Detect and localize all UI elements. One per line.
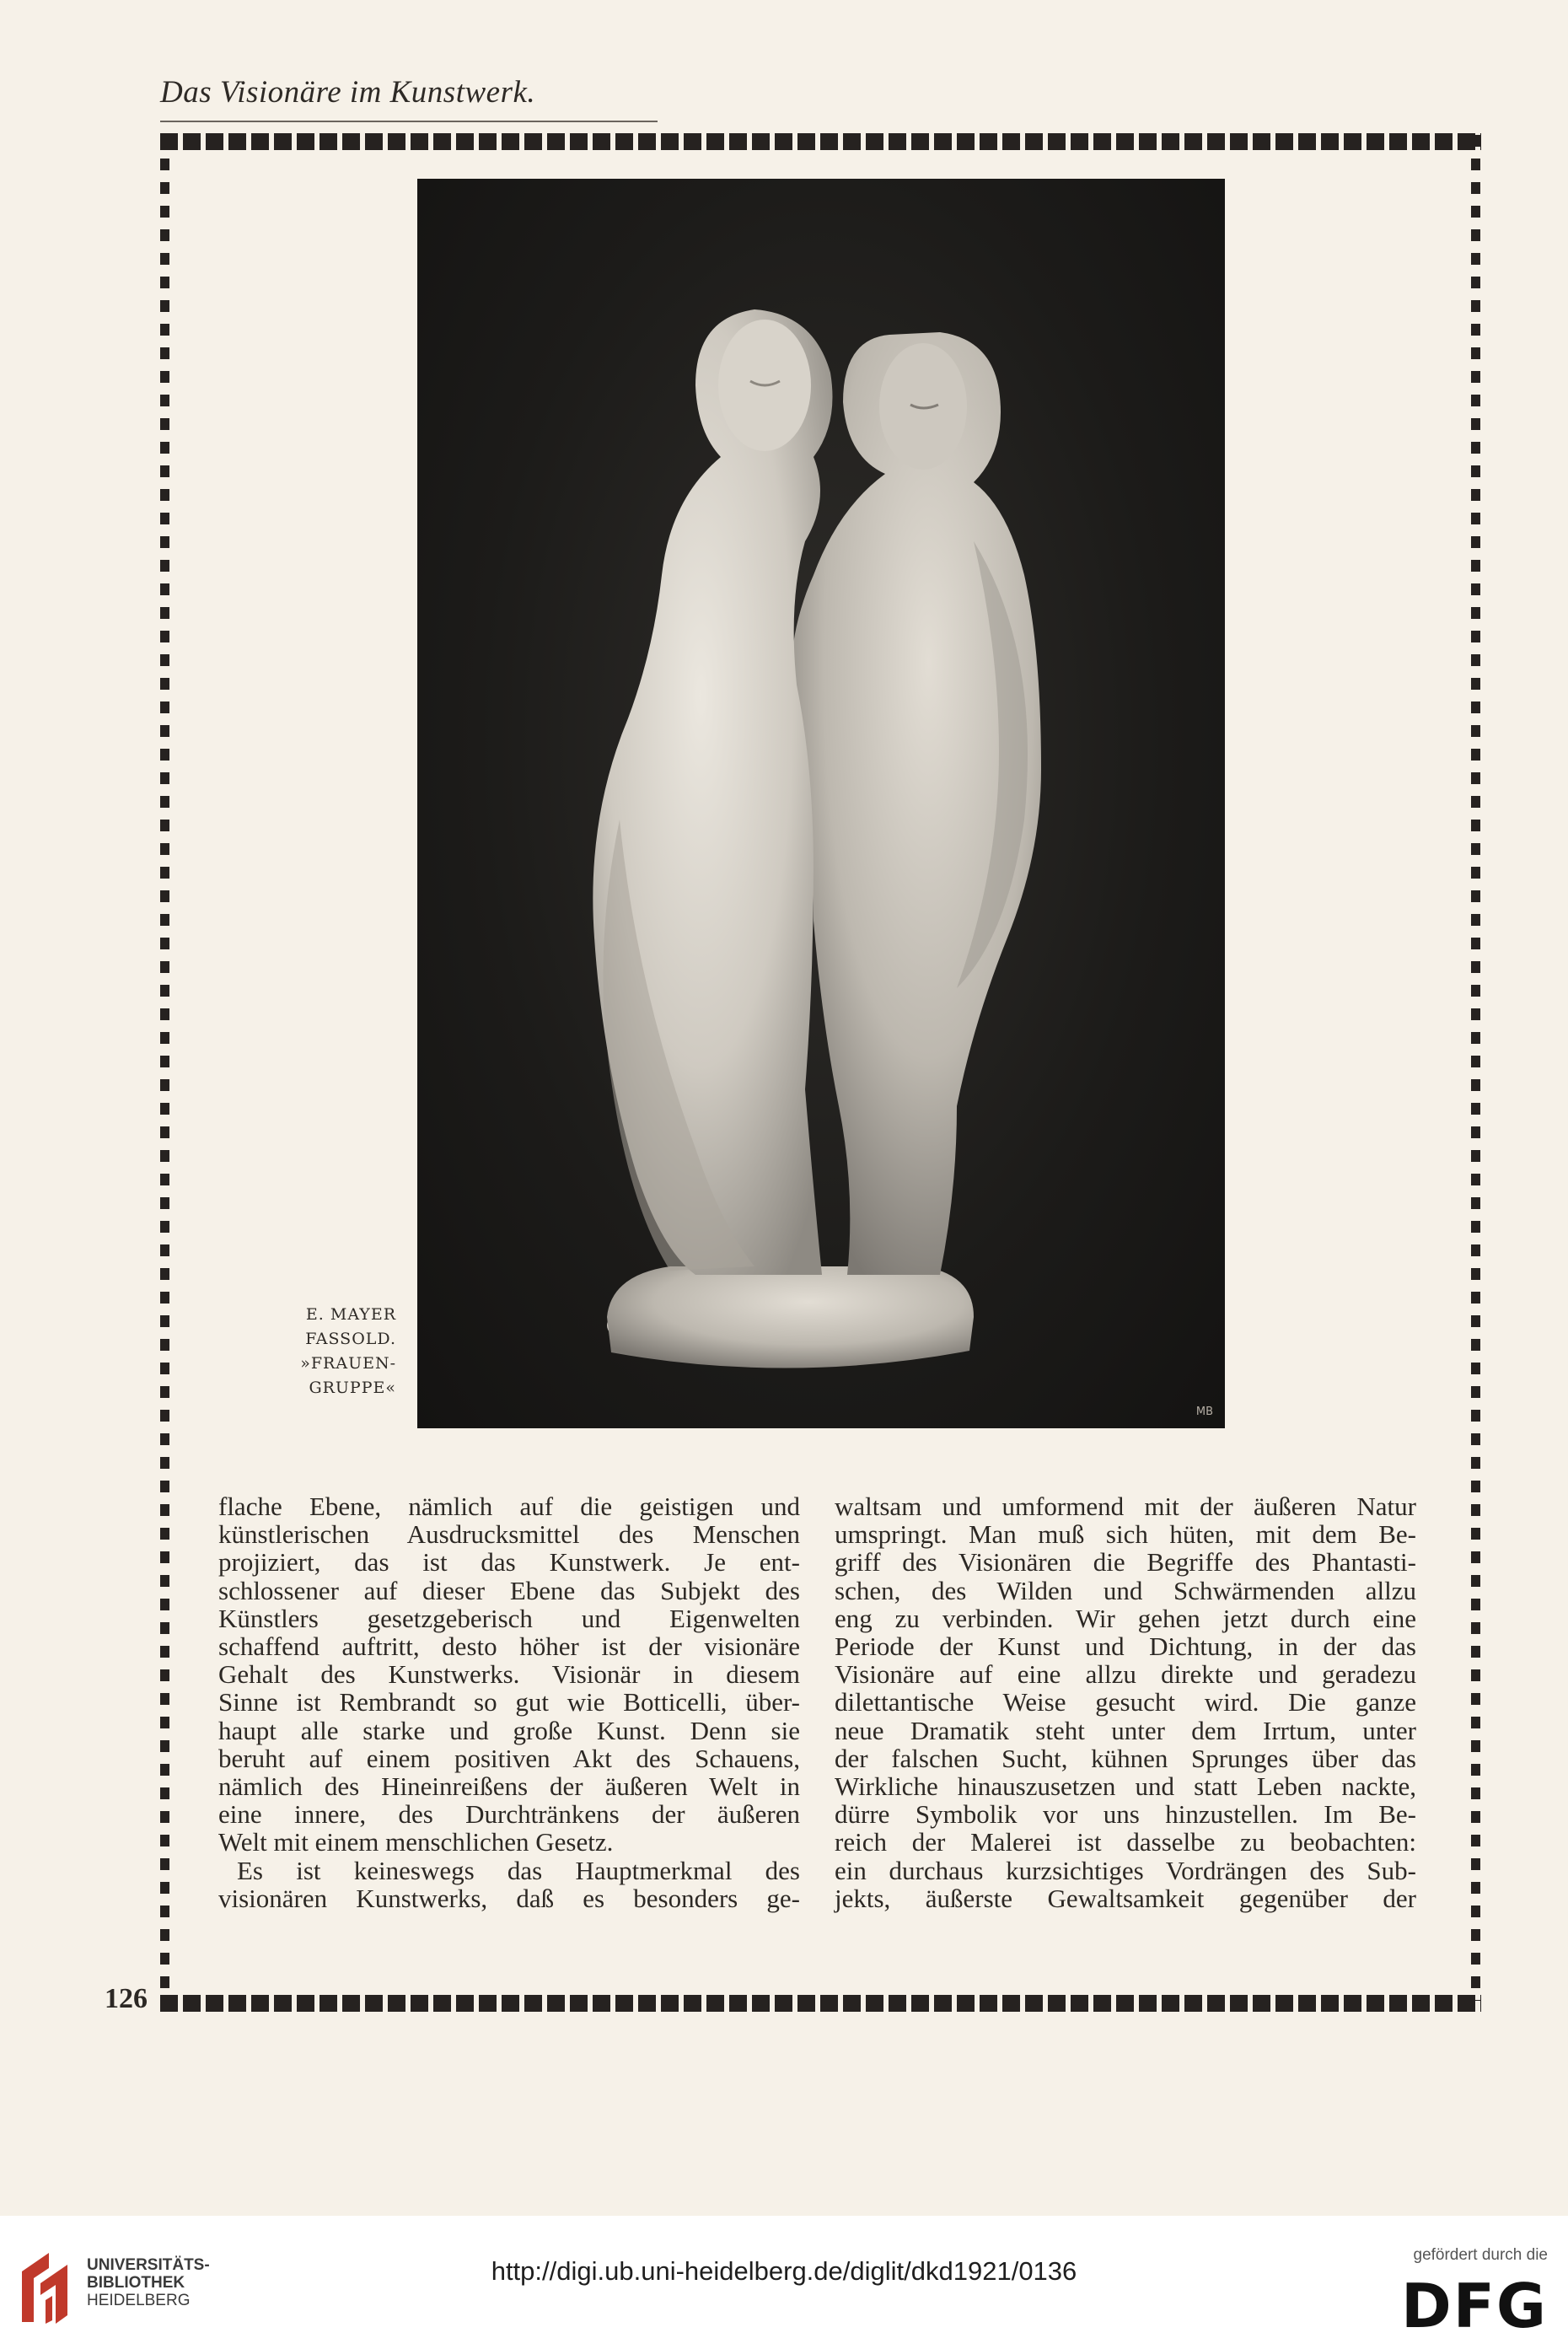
- caption-line: E. MAYER: [305, 1305, 396, 1324]
- text-line: ein durchaus kurzsichtiges Vordrängen des Sub-: [835, 1855, 1416, 1885]
- text-line: der falschen Sucht, kühnen Sprunges über das: [835, 1743, 1416, 1773]
- dfg-logo[interactable]: DFG: [1400, 2271, 1548, 2341]
- text-line: Sinne ist Rembrandt so gut wie Botticelli, über-: [218, 1687, 800, 1717]
- library-name-line: HEIDELBERG: [87, 2292, 191, 2309]
- text-line: schaffend auftritt, desto höher ist der visionäre: [218, 1631, 800, 1662]
- text-line: jekts, äußerste Gewaltsamkeit gegenüber der: [835, 1883, 1416, 1913]
- text-line: eine innere, des Durchtränkens der äußeren: [218, 1799, 800, 1830]
- text-line: eng zu verbinden. Wir gehen jetzt durch eine: [835, 1603, 1416, 1633]
- sculpture-photograph: [417, 179, 1225, 1428]
- text-line: Gehalt des Kunstwerks. Visionär in diesem: [218, 1659, 800, 1690]
- photographer-monogram: MB: [1195, 1406, 1213, 1418]
- caption-line: »FRAUEN-: [300, 1354, 396, 1373]
- frame-right-border: [1471, 135, 1480, 2001]
- library-name-line: UNIVERSITÄTS-: [87, 2256, 210, 2274]
- text-line: projiziert, das ist das Kunstwerk. Je ent-: [218, 1547, 800, 1578]
- text-line: dürre Symbolik vor uns hinzustellen. Im Be-: [835, 1799, 1416, 1830]
- figure-caption: [270, 1303, 396, 1400]
- text-line: Visionäre auf eine allzu direkte und geradezu: [835, 1659, 1416, 1690]
- library-name-line: BIBLIOTHEK: [87, 2274, 185, 2292]
- text-line: visionären Kunstwerks, daß es besonders ge-: [218, 1883, 800, 1913]
- running-head-rule: [160, 121, 658, 122]
- text-line: flache Ebene, nämlich auf die geistigen und: [218, 1492, 800, 1521]
- caption-line: FASSOLD.: [305, 1330, 396, 1348]
- text-line: neue Dramatik steht unter dem Irrtum, unter: [835, 1715, 1416, 1745]
- frame-bottom-border: [160, 1995, 1481, 2012]
- sculpture-figure-group-icon: [417, 179, 1225, 1428]
- frame-top-border: [160, 133, 1481, 150]
- text-line: umspringt. Man muß sich hüten, mit dem Be-: [835, 1519, 1416, 1550]
- text-line: reich der Malerei ist dasselbe zu beobachten:: [835, 1827, 1416, 1857]
- text-line: Künstlers gesetzgeberisch und Eigenwelten: [218, 1603, 800, 1633]
- text-line: schlossener auf dieser Ebene das Subjekt des: [218, 1575, 800, 1605]
- text-line: Periode der Kunst und Dichtung, in der das: [835, 1631, 1416, 1662]
- text-line: nämlich des Hineinreißens der äußeren Welt in: [218, 1771, 800, 1802]
- text-line: Wirkliche hinauszusetzen und statt Leben nackte,: [835, 1771, 1416, 1802]
- text-line: dilettantische Weise gesucht wird. Die ganze: [835, 1687, 1416, 1717]
- running-head: Das Visionäre im Kunstwerk.: [160, 75, 536, 110]
- text-line: griff des Visionären die Begriffe des Phantasti-: [835, 1547, 1416, 1578]
- text-line: künstlerischen Ausdrucksmittel des Menschen: [218, 1519, 800, 1550]
- text-line: Es ist keineswegs das Hauptmerkmal des: [237, 1855, 800, 1885]
- text-line: schen, des Wilden und Schwärmenden allzu: [835, 1575, 1416, 1605]
- text-line: haupt alle starke und große Kunst. Denn sie: [218, 1715, 800, 1745]
- frame-left-border: [160, 135, 169, 2001]
- caption-line: GRUPPE«: [309, 1379, 396, 1397]
- text-line: Welt mit einem menschlichen Gesetz.: [218, 1827, 614, 1857]
- right-text-column: [835, 1492, 1416, 1912]
- permalink-url[interactable]: http://digi.ub.uni-heidelberg.de/diglit/dkd1921/0136: [491, 2256, 1077, 2286]
- left-text-column: [218, 1492, 800, 1912]
- text-line: waltsam und umformend mit der äußeren Natur: [835, 1492, 1416, 1521]
- page-number: 126: [105, 1983, 148, 2014]
- text-line: beruht auf einem positiven Akt des Schauens,: [218, 1743, 800, 1773]
- funding-note: gefördert durch die: [1413, 2246, 1548, 2264]
